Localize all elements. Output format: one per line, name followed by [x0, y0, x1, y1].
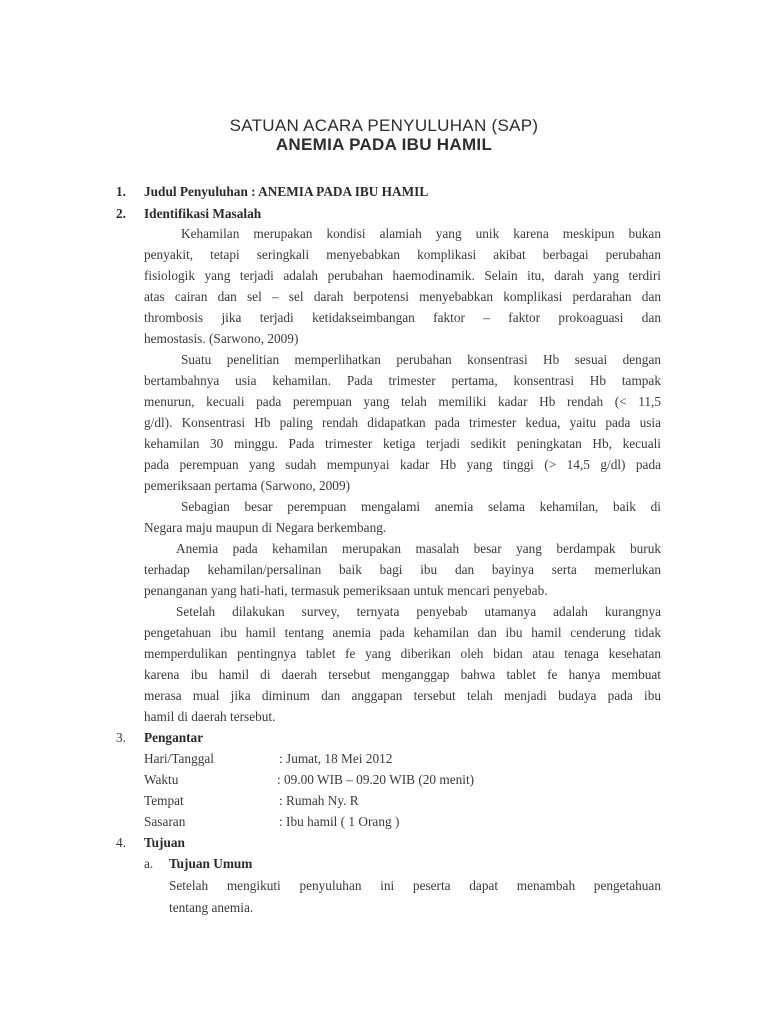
paragraph-line: thrombosis jika terjadi ketidakseimbangan faktor – faktor prokoaguasi dan [144, 310, 661, 325]
info-label-time: Waktu [144, 772, 179, 787]
paragraph-line: fisiologik yang terjadi adalah perubahan haemodinamik. Selain itu, darah yang terdiri [144, 268, 661, 283]
section-3-heading: Pengantar [144, 730, 204, 745]
info-label-target: Sasaran [144, 814, 186, 829]
paragraph-line: terhadap kehamilan/persalinan baik bagi ibu dan bayinya serta memerlukan [144, 562, 661, 577]
paragraph-line: penanganan yang hati-hati, termasuk pemeriksaan untuk mencari penyebab. [144, 583, 548, 598]
info-value-target: : Ibu hamil ( 1 Orang ) [279, 814, 400, 829]
info-label-place: Tempat [144, 793, 184, 808]
paragraph-line: penyakit, tetapi seringkali menyebabkan komplikasi akibat berbagai perubahan [144, 247, 661, 262]
section-4-number: 4. [116, 835, 126, 850]
info-value-date: : Jumat, 18 Mei 2012 [279, 751, 393, 766]
section-2-heading: Identifikasi Masalah [144, 206, 262, 221]
paragraph-line: Setelah dilakukan survey, ternyata penyebab utamanya adalah kurangnya [176, 604, 661, 619]
paragraph-line: pengetahuan ibu hamil tentang anemia pada kehamilan dan ibu hamil cenderung tidak [144, 625, 661, 640]
section-3-number: 3. [116, 730, 126, 745]
paragraph-line: tentang anemia. [169, 900, 254, 915]
paragraph-line: pada perempuan yang sudah mempunyai kadar Hb yang tinggi (> 14,5 g/dl) pada [144, 457, 661, 472]
paragraph-line: karena ibu hamil di daerah tersebut menganggap bahwa tablet fe hanya membuat [144, 667, 661, 682]
paragraph-line: memperdulikan pentingnya tablet fe yang diberikan oleh bidan atau tenaga kesehatan [144, 646, 661, 661]
doc-title-line-1: SATUAN ACARA PENYULUHAN (SAP) [229, 116, 539, 135]
subsection-a-letter: a. [144, 856, 154, 871]
paragraph-line: Negara maju maupun di Negara berkembang. [144, 520, 387, 535]
subsection-a-heading: Tujuan Umum [169, 856, 253, 871]
section-1-number: 1. [116, 184, 126, 199]
paragraph-line: Anemia pada kehamilan merupakan masalah besar yang berdampak buruk [176, 541, 661, 556]
paragraph-line: Sebagian besar perempuan mengalami anemia selama kehamilan, baik di [181, 499, 661, 514]
info-label-date: Hari/Tanggal [144, 751, 214, 766]
paragraph-line: Setelah mengikuti penyuluhan ini peserta dapat menambah pengetahuan [169, 878, 661, 893]
paragraph-line: merasa mual jika diminum dan anggapan tersebut telah menjadi budaya pada ibu [144, 688, 661, 703]
section-1-heading: Judul Penyuluhan : ANEMIA PADA IBU HAMIL [144, 184, 429, 199]
paragraph-line: atas cairan dan sel – sel darah berpotensi menyebabkan komplikasi perdarahan dan [144, 289, 661, 304]
info-value-time: : 09.00 WIB – 09.20 WIB (20 menit) [277, 772, 475, 787]
paragraph-line: g/dl). Konsentrasi Hb paling rendah didapatkan pada trimester kedua, yaitu pada usia [144, 415, 661, 430]
paragraph-line: bertambahnya usia kehamilan. Pada trimester pertama, konsentrasi Hb tampak [144, 373, 661, 388]
doc-title-line-2: ANEMIA PADA IBU HAMIL [275, 135, 493, 154]
paragraph-line: Kehamilan merupakan kondisi alamiah yang unik karena meskipun bukan [181, 226, 661, 241]
paragraph-line: hamil di daerah tersebut. [144, 709, 276, 724]
paragraph-line: hemostasis. (Sarwono, 2009) [144, 331, 299, 346]
paragraph-line: kehamilan 30 minggu. Pada trimester ketiga terjadi sedikit peningkatan Hb, kecuali [144, 436, 661, 451]
section-4-heading: Tujuan [144, 835, 185, 850]
paragraph-line: menurun, kecuali pada perempuan yang telah memiliki kadar Hb rendah (< 11,5 [144, 394, 661, 409]
info-value-place: : Rumah Ny. R [279, 793, 359, 808]
paragraph-line: Suatu penelitian memperlihatkan perubahan konsentrasi Hb sesuai dengan [181, 352, 661, 367]
section-2-number: 2. [116, 206, 126, 221]
paragraph-line: pemeriksaan pertama (Sarwono, 2009) [144, 478, 351, 493]
